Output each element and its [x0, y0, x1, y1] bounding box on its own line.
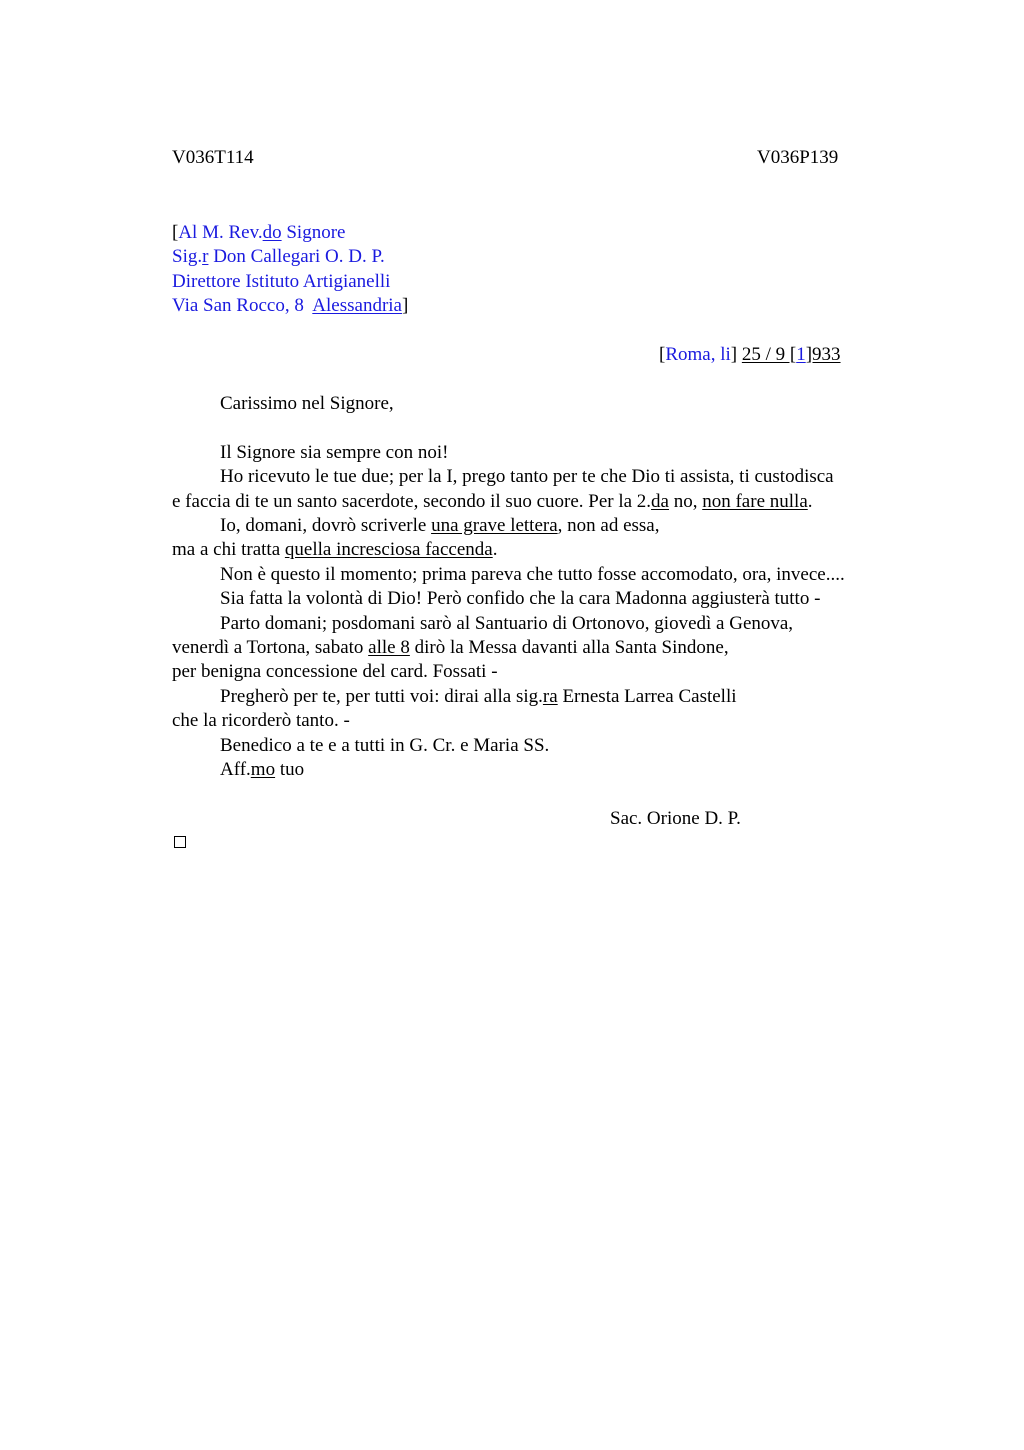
address-line-1: [Al M. Rev.do Signore: [172, 222, 346, 243]
signature: Sac. Orione D. P.: [610, 808, 741, 829]
body-line: Sia fatta la volontà di Dio! Però confido che la cara Madonna aggiusterà tutto -: [220, 588, 821, 609]
body-line: e faccia di te un santo sacerdote, secondo il suo cuore. Per la 2.da no, non fare nulla.: [172, 491, 813, 512]
body-line: per benigna concessione del card. Fossati -: [172, 661, 498, 682]
body-line: venerdì a Tortona, sabato alle 8 dirò la Messa davanti alla Santa Sindone,: [172, 637, 729, 658]
body-line: Ho ricevuto le tue due; per la I, prego tanto per te che Dio ti assista, ti custodisca: [220, 466, 834, 487]
address-line-4: Via San Rocco, 8 Alessandria]: [172, 295, 409, 316]
salutation: Carissimo nel Signore,: [220, 393, 394, 414]
date-line: [Roma, li] 25 / 9 [1]933: [659, 344, 841, 365]
body-line: Il Signore sia sempre con noi!: [220, 442, 449, 463]
body-line: Non è questo il momento; prima pareva che tutto fosse accomodato, ora, invece....: [220, 564, 845, 585]
address-line-3: Direttore Istituto Artigianelli: [172, 271, 391, 292]
address-line-2: Sig.r Don Callegari O. D. P.: [172, 246, 385, 267]
body-line: Benedico a te e a tutti in G. Cr. e Maria SS.: [220, 735, 550, 756]
page-code-right: V036P139: [757, 147, 839, 168]
body-line: Io, domani, dovrò scriverle una grave lettera, non ad essa,: [220, 515, 660, 536]
body-line: Pregherò per te, per tutti voi: dirai alla sig.ra Ernesta Larrea Castelli: [220, 686, 737, 707]
square-icon: [174, 836, 186, 848]
closing-line: Aff.mo tuo: [220, 759, 305, 780]
body-line: ma a chi tratta quella incresciosa faccenda.: [172, 539, 498, 560]
body-line: che la ricorderò tanto. -: [172, 710, 350, 731]
body-line: Parto domani; posdomani sarò al Santuario di Ortonovo, giovedì a Genova,: [220, 613, 794, 634]
document-code-left: V036T114: [172, 147, 254, 168]
